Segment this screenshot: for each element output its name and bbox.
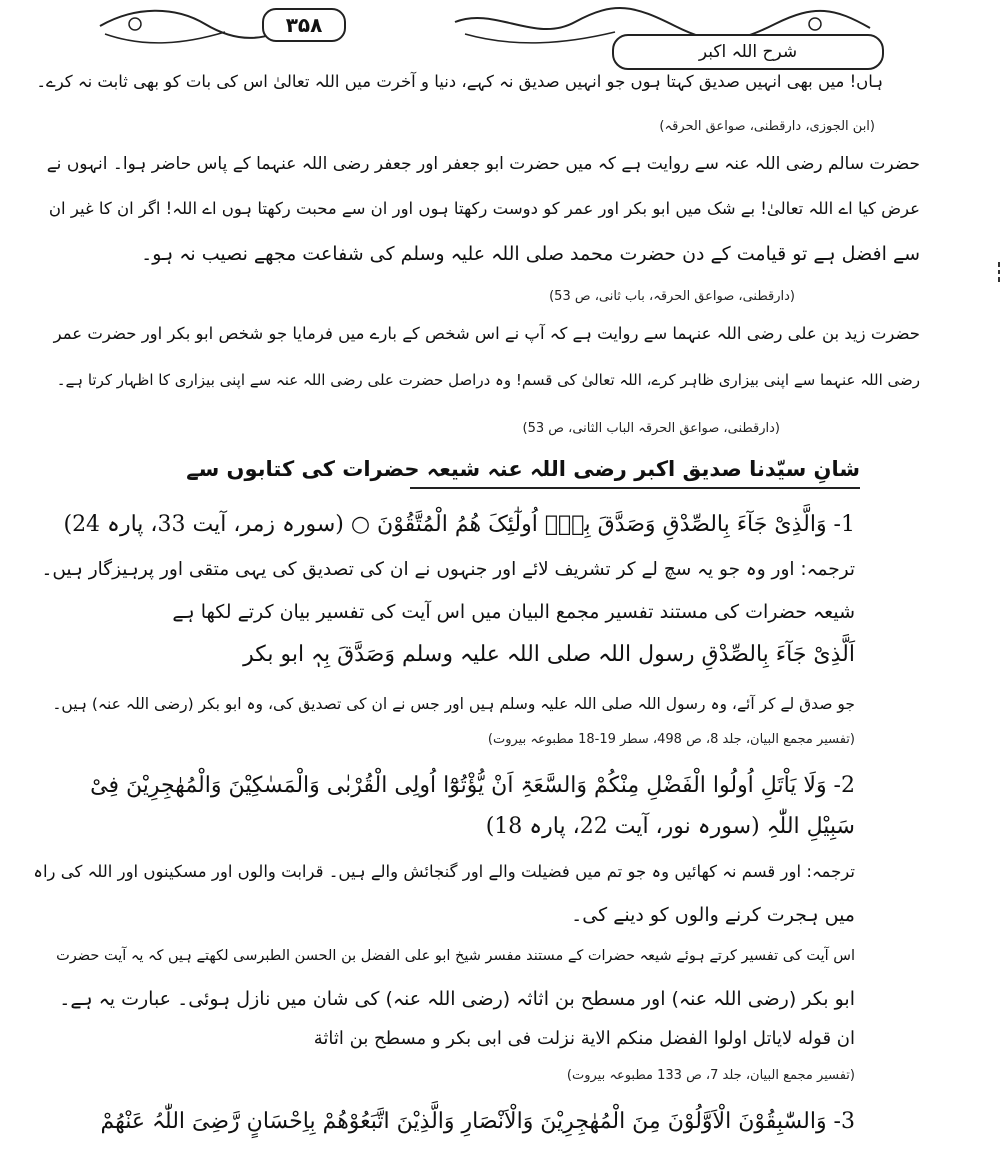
citation-line: (تفسیر مجمع البیان، جلد 7، ص 133 مطبوعہ بیروت) — [566, 1068, 855, 1083]
citation-line: (دارقطنی، صواعق الحرقہ الباب الثانی، ص 53) — [522, 421, 780, 436]
translation-line: میں ہجرت کرنے والوں کو دینے کی۔ — [571, 904, 855, 926]
running-title: شرح اللہ اکبر — [612, 34, 884, 70]
text-line: سے افضل ہے تو قیامت کے دن حضرت محمد صلی اللہ علیہ وسلم کی شفاعت مجھے نصیب نہ ہو۔ — [141, 243, 920, 265]
text-line: عرض کیا اے اللہ تعالیٰ! بے شک میں ابو بکر اور عمر کو دوست رکھتا ہوں اور ان سے محبت رکھتا ہوں اے اللہ! اگر ان کا غیر ان — [48, 199, 920, 218]
text-line: شیعہ حضرات کی مستند تفسیر مجمع البیان میں اس آیت کی تفسیر بیان کرتے لکھا ہے — [172, 601, 855, 623]
text-line: جو صدق لے کر آئے، وہ رسول اللہ صلی اللہ علیہ وسلم ہیں اور جس نے ان کی تصدیق کی، وہ ابو بکر (رضی اللہ عنہ) ہیں۔ — [52, 695, 855, 713]
section-heading-underline — [410, 487, 860, 489]
text-line: حضرت سالم رضی اللہ عنہ سے روایت ہے کہ میں حضرت ابو جعفر اور جعفر رضی اللہ عنہما کے پاس حاضر ہوا۔ انہوں نے — [46, 154, 920, 174]
quran-verse-line: سَبِیْلِ اللّٰہِ (سورہ نور، آیت 22، پارہ 18) — [485, 814, 855, 839]
arabic-quote-line: ان قوله لایاتل اولوا الفضل منکم الایة نزلت فی ابی بکر و مسطح بن اثاثة — [313, 1028, 855, 1049]
margin-scan-mark — [996, 262, 1002, 282]
quran-verse-line: 1- وَالَّذِیْ جَآءَ بِالصِّدْقِ وَصَدَّقَ بِہٖۤ اُولٰٓئِکَ ھُمُ الْمُتَّقُوْنَ ○ (سورہ زمر، آیت 33، پارہ 24) — [63, 512, 855, 537]
citation-line: (ابن الجوزی، دارقطنی، صواعق الحرقہ) — [659, 119, 875, 134]
arabic-quote-line: اَلَّذِیْ جَآءَ بِالصِّدْقِ رسول اللہ صلی اللہ علیہ وسلم وَصَدَّقَ بِہٖ ابو بکر — [243, 642, 855, 667]
page-number: ۳۵۸ — [262, 8, 346, 42]
text-line: ہاں! میں بھی انہیں صدیق کہتا ہوں جو انہیں صدیق نہ کہے، دنیا و آخرت میں اللہ تعالیٰ اس کی بات کو بھی ثابت نہ کرے۔ — [36, 72, 883, 91]
text-line: ابو بکر (رضی اللہ عنہ) اور مسطح بن اثاثہ (رضی اللہ عنہ) کی شان میں نازل ہوئی۔ عبارت یہ ہے۔ — [59, 988, 855, 1010]
text-line: اس آیت کی تفسیر کرتے ہوئے شیعہ حضرات کے مستند مفسر شیخ ابو علی الفضل بن الحسن الطبرسی لکھتے ہیں کہ یہ آیت حضرت — [56, 948, 855, 964]
translation-line: ترجمہ: اور وہ جو یہ سچ لے کر تشریف لائے اور جنہوں نے ان کی تصدیق کی یہی متقی اور پرہیزگار ہیں۔ — [41, 559, 855, 580]
citation-line: (تفسیر مجمع البیان، جلد 8، ص 498، سطر 19-18 مطبوعہ بیروت) — [487, 732, 855, 747]
text-line: حضرت زید بن علی رضی اللہ عنہما سے روایت ہے کہ آپ نے اس شخص کے بارے میں فرمایا جو شخص ابو بکر اور حضرت عمر — [53, 324, 920, 343]
translation-line: ترجمہ: اور قسم نہ کھائیں وہ جو تم میں فضیلت والے اور گنجائش والے ہیں۔ قرابت والوں اور مسکینوں اور اللہ کی راہ — [33, 862, 855, 881]
text-line: رضی اللہ عنہما سے اپنی بیزاری ظاہر کرے، اللہ تعالیٰ کی قسم! وہ دراصل حضرت علی رضی اللہ عنہ سے اپنی بیزاری کا اظہار کرتا ہے۔ — [56, 371, 920, 389]
quran-verse-line: 2- وَلَا یَاْتَلِ اُولُوا الْفَضْلِ مِنْکُمْ وَالسَّعَۃِ اَنْ یُّؤْتُوْٓا اُولِی الْقُرْبٰی وَالْمَسٰکِیْنَ وَالْمُھٰجِرِیْنَ فِیْ — [90, 773, 855, 798]
citation-line: (دارقطنی، صواعق الحرقہ، باب ثانی، ص 53) — [549, 289, 795, 304]
quran-verse-line: 3- وَالسّٰبِقُوْنَ الْاَوَّلُوْنَ مِنَ الْمُھٰجِرِیْنَ وَالْاَنْصَارِ وَالَّذِیْنَ اتَّبَعُوْھُمْ بِاِحْسَانٍ رَّضِیَ اللّٰہُ عَنْھُمْ — [100, 1109, 855, 1134]
section-heading: شانِ سیّدنا صدیق اکبر رضی اللہ عنہ شیعہ حضرات کی کتابوں سے — [186, 457, 860, 481]
